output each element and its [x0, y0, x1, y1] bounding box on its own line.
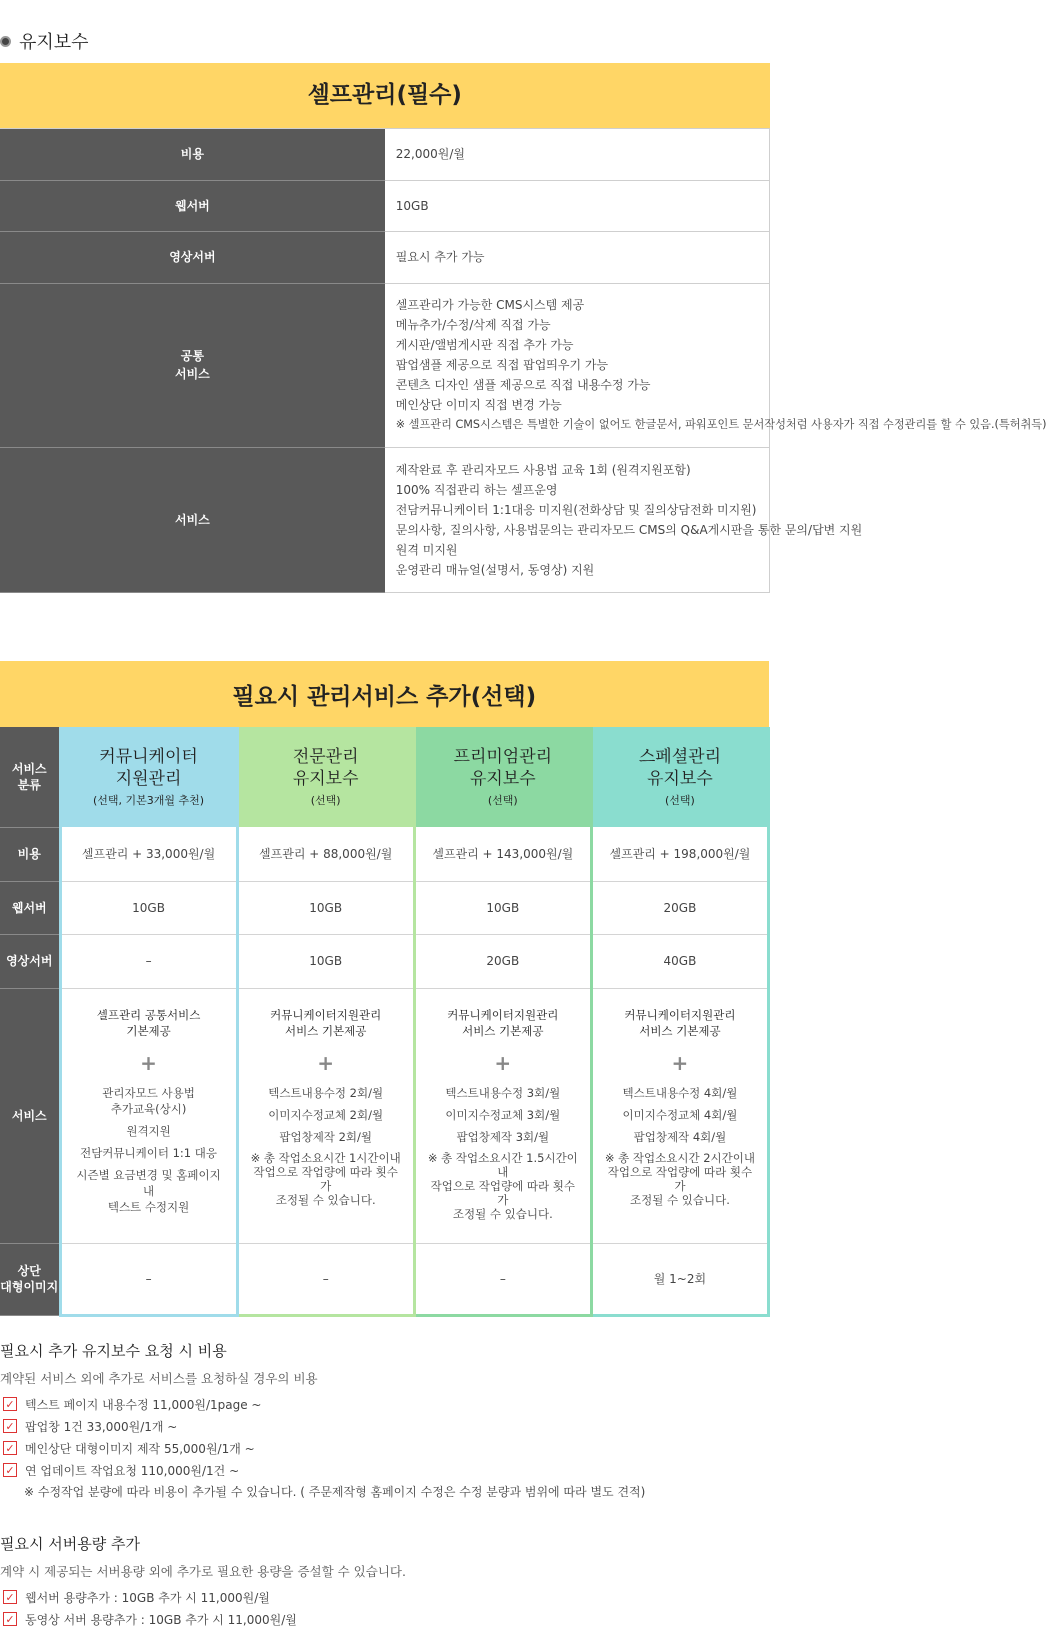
checkbox-icon: ✓	[3, 1463, 17, 1477]
list-item: 텍스트내용수정 4회/월	[622, 1085, 738, 1100]
self-management-title: 셀프관리(필수)	[0, 63, 770, 128]
list-item: 전담커뮤니케이터 1:1 대응	[80, 1145, 218, 1160]
addon-cost-section	[0, 1340, 770, 1503]
list-item: 이미지수정교체 3회/월	[445, 1107, 561, 1122]
self-webserver-value: 10GB	[385, 180, 770, 231]
plan-webserver-cell: 10GB	[60, 881, 237, 934]
plan-cost-cell: 셀프관리 + 88,000원/월	[237, 827, 414, 881]
list-item: 메뉴추가/수정/삭제 직접 가능	[395, 318, 551, 332]
plan-service-cell: 커뮤니케이터지원관리 서비스 기본제공 + 텍스트내용수정 2회/월 이미지수정교체 2회/월 팝업창제작 2회/월 ※ 총 작업소요시간 1시간이내 작업으로 작업량에 따라 횟수가 조정될 수 있습니다.	[237, 988, 414, 1243]
list-item: 팝업창제작 2회/월	[279, 1129, 372, 1144]
plan-webserver-cell: 10GB	[237, 881, 414, 934]
plan-videoserver-cell: 40GB	[591, 934, 768, 988]
row-label-service: 서비스	[0, 988, 60, 1243]
list-item: ※ 셀프관리 CMS시스템은 특별한 기술이 없어도 한글문서, 파워포인트 문서작성처럼 사용자가 직접 수정관리를 할 수 있음.(특허취득)	[395, 418, 1046, 431]
row-label-common-service: 공통 서비스	[0, 283, 385, 447]
list-item: 운영관리 매뉴얼(설명서, 동영상) 지원	[395, 562, 595, 577]
row-label-cost: 비용	[0, 128, 385, 180]
server-capacity-desc: 계약 시 제공되는 서버용량 외에 추가로 필요한 용량을 증설할 수 있습니다.	[0, 1564, 406, 1579]
list-item: ✓ 동영상 서버 용량추가 : 10GB 추가 시 11,000원/월	[0, 1608, 770, 1630]
plan-image-cell: –	[237, 1243, 414, 1315]
addon-cost-title: 필요시 추가 유지보수 요청 시 비용	[0, 1342, 227, 1360]
server-capacity-section	[0, 1533, 770, 1630]
list-item: 팝업창제작 4회/월	[633, 1129, 727, 1144]
list-item: 게시판/앨범게시판 직접 추가 가능	[395, 338, 574, 352]
list-item: 콘텐츠 디자인 샘플 제공으로 직접 내용수정 가능	[395, 378, 651, 392]
plan-service-cell: 커뮤니케이터지원관리 서비스 기본제공 + 텍스트내용수정 4회/월 이미지수정교체 4회/월 팝업창제작 4회/월 ※ 총 작업소요시간 2시간이내 작업으로 작업량에 따라 횟수가 조정될 수 있습니다.	[591, 988, 768, 1243]
list-item: 이미지수정교체 2회/월	[268, 1107, 384, 1122]
list-item: 시즌별 요금변경 및 홈페이지내 텍스트 수정지원	[76, 1167, 221, 1214]
plan-image-cell: –	[414, 1243, 591, 1315]
plan-cost-cell: 셀프관리 + 143,000원/월	[414, 827, 591, 881]
list-item: 문의사항, 질의사항, 사용법문의는 관리자모드 CMS의 Q&A게시판을 통한 문의/답변 지원	[395, 522, 863, 537]
list-item: 이미지수정교체 4회/월	[622, 1107, 738, 1122]
self-common-service-list	[385, 283, 1046, 447]
self-cost-value: 22,000원/월	[385, 128, 770, 180]
plan-webserver-cell: 10GB	[414, 881, 591, 934]
extra-service-table	[0, 661, 770, 1317]
plus-icon: +	[494, 1050, 512, 1075]
list-item: 제작완료 후 관리자모드 사용법 교육 1회 (원격지원포함)	[395, 462, 691, 477]
list-item: 팝업창제작 3회/월	[456, 1129, 550, 1144]
bullet-icon	[0, 36, 11, 47]
list-item: 셀프관리가 가능한 CMS시스템 제공	[395, 298, 585, 312]
plus-icon: +	[317, 1050, 335, 1075]
row-label-main-image: 상단 대형이미지	[0, 1243, 60, 1315]
list-item: 메인상단 이미지 직접 변경 가능	[395, 398, 562, 412]
list-item: ✓ 텍스트 페이지 내용수정 11,000원/1page ~	[0, 1393, 770, 1415]
plus-icon: +	[140, 1050, 157, 1075]
plan-videoserver-cell: –	[60, 934, 237, 988]
plan-videoserver-cell: 10GB	[237, 934, 414, 988]
plan-image-cell: 월 1~2회	[591, 1243, 768, 1315]
plan-service-cell: 커뮤니케이터지원관리 서비스 기본제공 + 텍스트내용수정 3회/월 이미지수정교체 3회/월 팝업창제작 3회/월 ※ 총 작업소요시간 1.5시간이내 작업으로 작업량에 따라 횟수가 조정될 수 있습니다.	[414, 988, 591, 1243]
list-item: ✓ 팝업창 1건 33,000원/1개 ~	[0, 1415, 770, 1437]
checkbox-icon: ✓	[3, 1419, 17, 1433]
checkbox-icon: ✓	[3, 1397, 17, 1411]
self-management-table	[0, 63, 1046, 593]
list-item: ✓ 메인상단 대형이미지 제작 55,000원/1개 ~	[0, 1437, 770, 1459]
extra-service-title: 필요시 관리서비스 추가(선택)	[0, 661, 769, 727]
row-label-category: 서비스 분류	[0, 727, 60, 827]
list-item: 텍스트내용수정 3회/월	[445, 1085, 561, 1100]
list-item: 텍스트내용수정 2회/월	[268, 1085, 384, 1100]
row-label-webserver: 웹서버	[0, 881, 60, 934]
list-item: ※ 총 작업소요시간 1.5시간이내 작업으로 작업량에 따라 횟수가 조정될 수 있습니다.	[427, 1150, 578, 1221]
list-item: ※ 총 작업소요시간 2시간이내 작업으로 작업량에 따라 횟수가 조정될 수 있습니다.	[604, 1150, 755, 1207]
server-capacity-title: 필요시 서버용량 추가	[0, 1535, 140, 1553]
list-item: 전담커뮤니케이터 1:1대응 미지원(전화상담 및 질의상담전화 미지원)	[395, 502, 757, 517]
plus-icon: +	[671, 1050, 689, 1075]
plan-webserver-cell: 20GB	[591, 881, 768, 934]
plan-header-communicator: 커뮤니케이터 지원관리 (선택, 기본3개월 추천)	[60, 727, 237, 827]
list-item: ※ 총 작업소요시간 1시간이내 작업으로 작업량에 따라 횟수가 조정될 수 있습니다.	[250, 1150, 401, 1207]
row-label-cost: 비용	[0, 827, 60, 881]
checkbox-icon: ✓	[3, 1590, 17, 1604]
self-videoserver-value: 필요시 추가 가능	[385, 231, 770, 283]
row-label-videoserver: 영상서버	[0, 934, 60, 988]
plan-service-cell: 셀프관리 공통서비스 기본제공 + 관리자모드 사용법 추가교육(상시) 원격지원 전담커뮤니케이터 1:1 대응 시즌별 요금변경 및 홈페이지내 텍스트 수정지원	[60, 988, 237, 1243]
row-label-videoserver: 영상서버	[0, 231, 385, 283]
list-item: 관리자모드 사용법 추가교육(상시)	[102, 1085, 195, 1116]
addon-remark: ※ 수정작업 분량에 따라 비용이 추가될 수 있습니다. ( 주문제작형 홈페이지 수정은 수정 분량과 범위에 따라 별도 견적)	[24, 1485, 646, 1499]
addon-cost-desc: 계약된 서비스 외에 추가로 서비스를 요청하실 경우의 비용	[0, 1371, 318, 1386]
checkbox-icon: ✓	[3, 1612, 17, 1626]
list-item: ✓ 연 업데이트 작업요청 110,000원/1건 ~	[0, 1459, 770, 1481]
row-label-webserver: 웹서버	[0, 180, 385, 231]
checkbox-icon: ✓	[3, 1441, 17, 1455]
list-item: 100% 직접관리 하는 셀프운영	[395, 482, 558, 497]
list-item: ✓ 웹서버 용량추가 : 10GB 추가 시 11,000원/월	[0, 1586, 770, 1608]
plan-header-premium: 프리미엄관리 유지보수 (선택)	[414, 727, 591, 827]
plan-image-cell: –	[60, 1243, 237, 1315]
list-item: 원격지원	[126, 1123, 171, 1138]
plan-cost-cell: 셀프관리 + 198,000원/월	[591, 827, 768, 881]
list-item: 원격 미지원	[395, 542, 458, 557]
plan-cost-cell: 셀프관리 + 33,000원/월	[60, 827, 237, 881]
plan-header-professional: 전문관리 유지보수 (선택)	[237, 727, 414, 827]
section-title: 유지보수	[0, 28, 89, 54]
self-service-list	[385, 447, 863, 592]
list-item: 팝업샘플 제공으로 직접 팝업띄우기 가능	[395, 358, 609, 372]
row-label-service: 서비스	[0, 447, 385, 592]
plan-videoserver-cell: 20GB	[414, 934, 591, 988]
plan-header-special: 스페셜관리 유지보수 (선택)	[591, 727, 768, 827]
